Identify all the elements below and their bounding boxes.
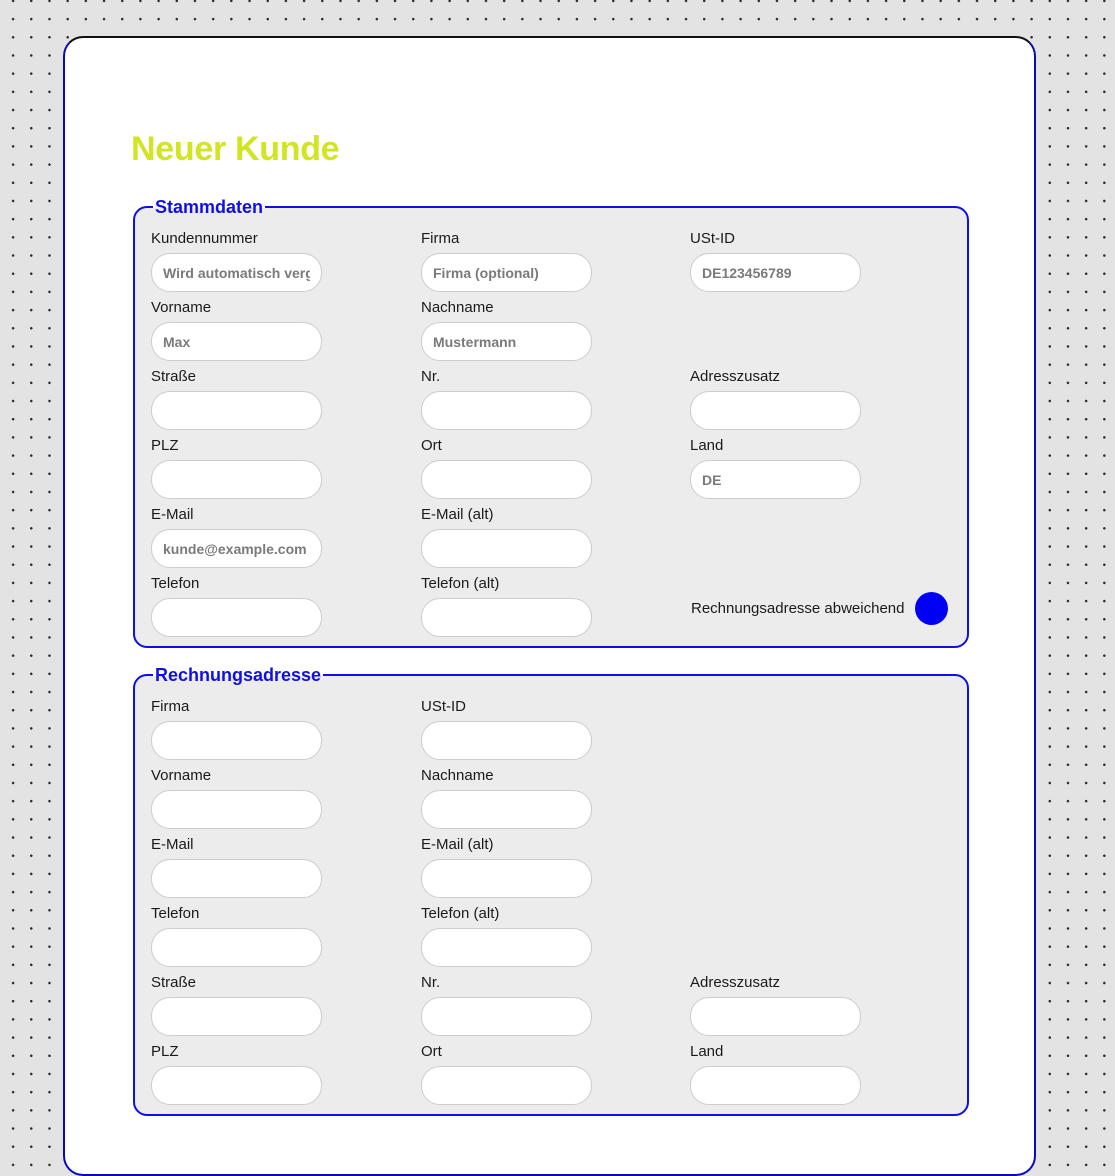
re-firma-input[interactable] [151, 721, 322, 760]
re-email-input[interactable] [151, 859, 322, 898]
telefon-label: Telefon [151, 575, 200, 592]
rechnungsadresse-toggle-row [691, 591, 948, 625]
nr-label: Nr. [421, 368, 441, 385]
re-email-field [151, 836, 323, 898]
email-field [151, 506, 323, 568]
kundennummer-field [151, 230, 323, 292]
re-land-label: Land [690, 1043, 724, 1060]
ort-label: Ort [421, 437, 442, 454]
plz-field [151, 437, 323, 499]
stammdaten-legend: Stammdaten [155, 197, 264, 217]
land-label: Land [690, 437, 724, 454]
re-strasse-label: Straße [151, 974, 197, 991]
email-alt-input[interactable] [421, 529, 592, 568]
re-adresszusatz-input[interactable] [690, 997, 861, 1036]
re-ust-id-input[interactable] [421, 721, 592, 760]
ust-id-label: USt-ID [690, 230, 735, 247]
re-plz-field [151, 1043, 323, 1105]
stammdaten-fieldset [133, 197, 969, 648]
ort-field [421, 437, 593, 499]
telefon-input[interactable] [151, 598, 322, 637]
re-vorname-input[interactable] [151, 790, 322, 829]
re-plz-input[interactable] [151, 1066, 322, 1105]
telefon-alt-label: Telefon (alt) [421, 575, 500, 592]
nachname-input[interactable] [421, 322, 592, 361]
re-telefon-input[interactable] [151, 928, 322, 967]
nr-input[interactable] [421, 391, 592, 430]
re-nachname-field [421, 767, 593, 829]
re-ort-field [421, 1043, 593, 1105]
re-telefon-alt-label: Telefon (alt) [421, 905, 500, 922]
re-ust-id-label: USt-ID [421, 698, 466, 715]
re-email-label: E-Mail [151, 836, 194, 853]
nachname-field [421, 299, 593, 361]
re-nachname-input[interactable] [421, 790, 592, 829]
adresszusatz-label: Adresszusatz [690, 368, 781, 385]
email-alt-label: E-Mail (alt) [421, 506, 494, 523]
re-email-alt-field [421, 836, 593, 898]
strasse-field [151, 368, 323, 430]
firma-field [421, 230, 593, 292]
telefon-alt-field [421, 575, 593, 637]
email-input[interactable] [151, 529, 322, 568]
plz-label: PLZ [151, 437, 179, 454]
re-telefon-label: Telefon [151, 905, 200, 922]
kundennummer-input[interactable] [151, 253, 322, 292]
re-strasse-input[interactable] [151, 997, 322, 1036]
rechnungsadresse-toggle[interactable] [915, 592, 948, 625]
re-telefon-alt-field [421, 905, 593, 967]
page-title: Neuer Kunde [131, 130, 340, 168]
nr-field [421, 368, 593, 430]
re-telefon-field [151, 905, 323, 967]
firma-input[interactable] [421, 253, 592, 292]
re-strasse-field [151, 974, 323, 1036]
ust-id-input[interactable] [690, 253, 861, 292]
adresszusatz-field [690, 368, 862, 430]
plz-input[interactable] [151, 460, 322, 499]
kundennummer-label: Kundennummer [151, 230, 258, 247]
email-alt-field [421, 506, 593, 568]
re-ort-input[interactable] [421, 1066, 592, 1105]
re-land-input[interactable] [690, 1066, 861, 1105]
ust-id-field [690, 230, 862, 292]
nachname-label: Nachname [421, 299, 494, 316]
re-ust-id-field [421, 698, 593, 760]
ort-input[interactable] [421, 460, 592, 499]
re-email-alt-input[interactable] [421, 859, 592, 898]
re-nr-input[interactable] [421, 997, 592, 1036]
re-vorname-label: Vorname [151, 767, 212, 784]
vorname-field [151, 299, 323, 361]
telefon-field [151, 575, 323, 637]
re-nachname-label: Nachname [421, 767, 494, 784]
re-adresszusatz-field [690, 974, 862, 1036]
re-land-field [690, 1043, 862, 1105]
rechnungsadresse-fieldset [133, 665, 969, 1116]
vorname-label: Vorname [151, 299, 212, 316]
firma-label: Firma [421, 230, 460, 247]
re-adresszusatz-label: Adresszusatz [690, 974, 781, 991]
strasse-label: Straße [151, 368, 197, 385]
rechnungsadresse-toggle-label: Rechnungsadresse abweichend [691, 599, 905, 617]
re-nr-field [421, 974, 593, 1036]
re-email-alt-label: E-Mail (alt) [421, 836, 494, 853]
re-nr-label: Nr. [421, 974, 441, 991]
re-plz-label: PLZ [151, 1043, 179, 1060]
telefon-alt-input[interactable] [421, 598, 592, 637]
vorname-input[interactable] [151, 322, 322, 361]
re-vorname-field [151, 767, 323, 829]
re-firma-label: Firma [151, 698, 190, 715]
re-ort-label: Ort [421, 1043, 442, 1060]
re-telefon-alt-input[interactable] [421, 928, 592, 967]
strasse-input[interactable] [151, 391, 322, 430]
email-label: E-Mail [151, 506, 194, 523]
adresszusatz-input[interactable] [690, 391, 861, 430]
rechnungsadresse-legend: Rechnungsadresse [155, 665, 322, 685]
land-field [690, 437, 862, 499]
land-input[interactable] [690, 460, 861, 499]
re-firma-field [151, 698, 323, 760]
